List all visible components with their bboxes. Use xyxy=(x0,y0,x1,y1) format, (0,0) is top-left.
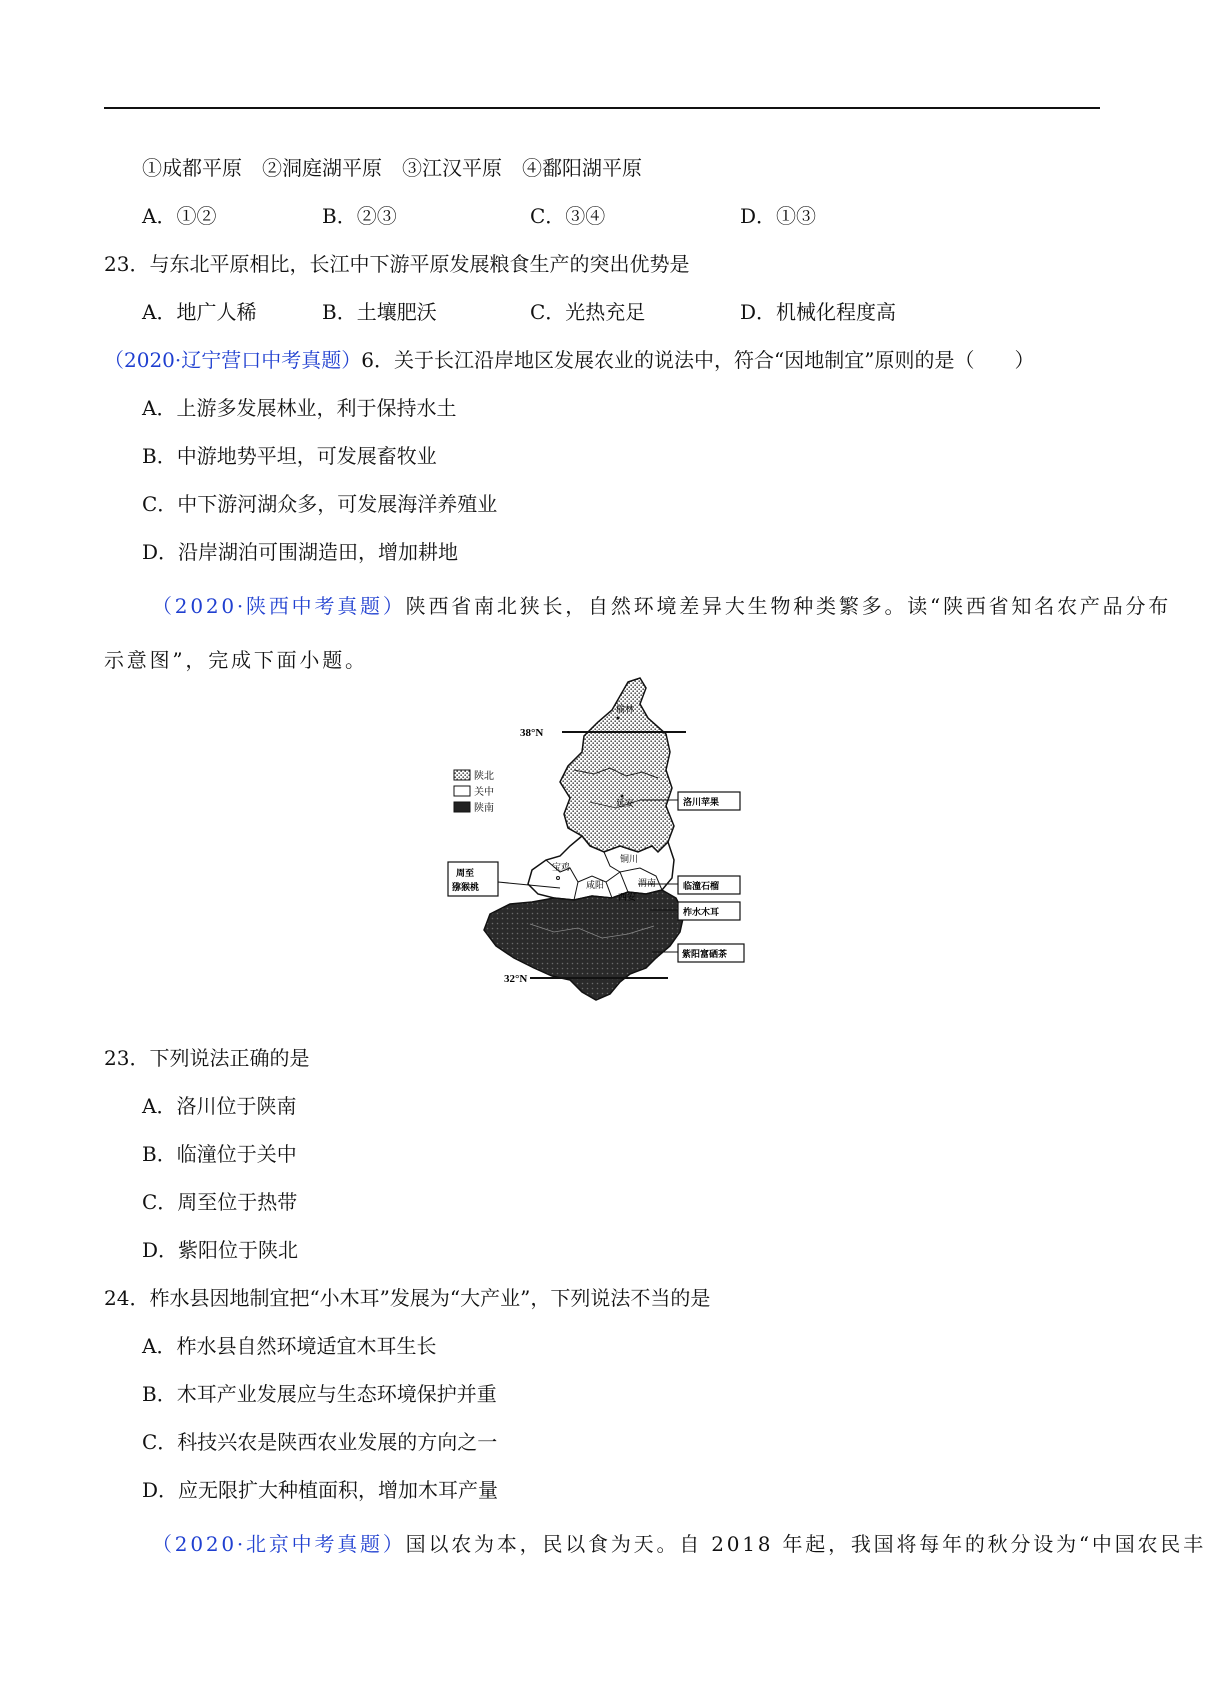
product-label-kiwi: 猕猴桃 xyxy=(452,883,480,893)
product-label-zhouzhi: 周至 xyxy=(456,869,475,879)
option-c: C．光热充足 xyxy=(530,300,646,324)
option-c: C．周至位于热带 xyxy=(142,1190,298,1214)
product-label-lintong-pomegranate: 临潼石榴 xyxy=(683,882,720,892)
option-a: A．地广人稀 xyxy=(142,300,257,324)
product-label-zhashui-fungus: 柞水木耳 xyxy=(683,908,720,918)
item-list-plains: ①成都平原 ②洞庭湖平原 ③江汉平原 ④鄱阳湖平原 xyxy=(142,156,642,180)
place-label-xianyang: 咸阳 xyxy=(586,881,605,891)
option-a: A．①② xyxy=(142,204,217,228)
question-24-stem: 24．柞水县因地制宜把“小木耳”发展为“大产业”，下列说法不当的是 xyxy=(104,1286,711,1310)
legend-swatch-shaannan xyxy=(454,802,470,812)
option-b: B．②③ xyxy=(322,204,397,228)
product-label-ziyang-tea: 紫阳富硒茶 xyxy=(682,950,728,960)
legend-swatch-guanzhong xyxy=(454,786,470,796)
question-23a-stem: 23．与东北平原相比，长江中下游平原发展粮食生产的突出优势是 xyxy=(104,252,690,276)
source-tag: （2020·陕西中考真题） xyxy=(152,594,406,618)
option-b: B．临潼位于关中 xyxy=(142,1142,297,1166)
shaanxi-intro-line-2: 示意图”，完成下面小题。 xyxy=(104,648,368,672)
place-label-tongchuan: 铜川 xyxy=(620,855,639,865)
option-d: D．紫阳位于陕北 xyxy=(142,1238,299,1262)
legend-label-shaannan: 陕南 xyxy=(474,803,494,814)
option-b: B．木耳产业发展应与生态环境保护并重 xyxy=(142,1382,497,1406)
option-b: B．中游地势平坦，可发展畜牧业 xyxy=(142,444,437,468)
shaanxi-intro-line-1 xyxy=(152,592,1171,620)
source-tag: （2020·辽宁营口中考真题） xyxy=(104,348,362,372)
shaanxi-map xyxy=(452,676,790,1036)
product-label-luochuan-apple: 洛川苹果 xyxy=(683,798,720,808)
option-a: A．洛川位于陕南 xyxy=(142,1094,297,1118)
option-a: A．柞水县自然环境适宜木耳生长 xyxy=(142,1334,437,1358)
intro-text: 国以农为本，民以食为天。自 2018 年起，我国将每年的秋分设为“中国农民丰 xyxy=(405,1532,1206,1556)
option-d: D．①③ xyxy=(740,204,817,228)
shaanxi-map-figure xyxy=(452,676,790,1036)
place-label-xian: 西安 xyxy=(618,893,637,903)
question-23b-stem: 23．下列说法正确的是 xyxy=(104,1046,310,1070)
option-c: C．中下游河湖众多，可发展海洋养殖业 xyxy=(142,492,498,516)
question-6-stem xyxy=(104,346,1034,374)
legend-label-guanzhong: 关中 xyxy=(474,787,494,798)
option-d: D．机械化程度高 xyxy=(740,300,897,324)
place-label-weinan: 渭南 xyxy=(638,879,657,889)
legend-label-shaanbei: 陕北 xyxy=(474,771,494,782)
place-marker xyxy=(621,795,624,798)
option-a: A．上游多发展林业，利于保持水土 xyxy=(142,396,457,420)
beijing-intro-line xyxy=(152,1530,1206,1558)
option-c: C．科技兴农是陕西农业发展的方向之一 xyxy=(142,1430,498,1454)
place-label-baoji: 宝鸡 xyxy=(552,863,571,873)
place-label-yanan: 延安 xyxy=(616,799,635,809)
option-c: C．③④ xyxy=(530,204,606,228)
legend-swatch-shaanbei xyxy=(454,770,470,780)
question-text: 6．关于长江沿岸地区发展农业的说法中，符合“因地制宜”原则的是（ ） xyxy=(361,348,1035,372)
source-tag: （2020·北京中考真题） xyxy=(152,1532,406,1556)
place-label-yulin: 榆林 xyxy=(616,705,635,715)
place-marker xyxy=(617,717,620,720)
option-d: D．沿岸湖泊可围湖造田，增加耕地 xyxy=(142,540,459,564)
intro-text: 陕西省南北狭长，自然环境差异大生物种类繁多。读“陕西省知名农产品分布 xyxy=(405,594,1172,618)
option-d: D．应无限扩大种植面积，增加木耳产量 xyxy=(142,1478,499,1502)
header-rule xyxy=(104,107,1100,109)
latitude-label-32n: 32°N xyxy=(504,973,528,985)
option-b: B．土壤肥沃 xyxy=(322,300,437,324)
latitude-label-38n: 38°N xyxy=(520,727,544,739)
